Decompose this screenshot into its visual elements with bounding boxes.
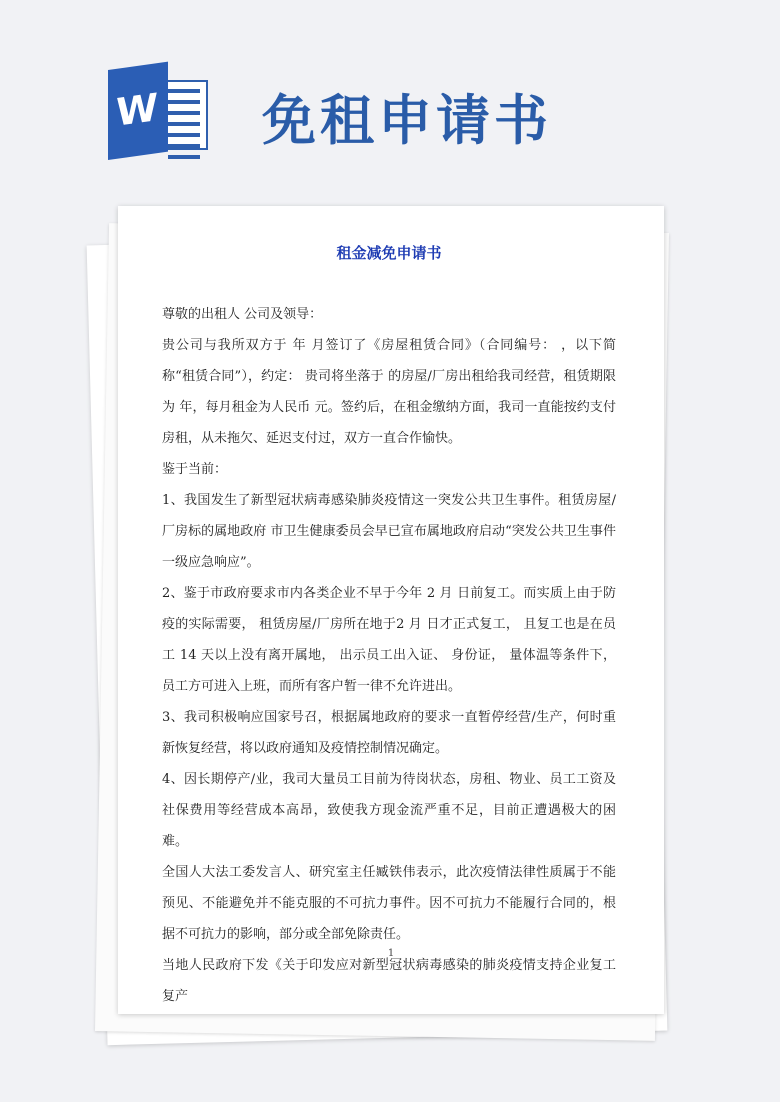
salutation: 尊敬的出租人 公司及领导： bbox=[162, 307, 323, 322]
paragraph: 1、我国发生了新型冠状病毒感染肺炎疫情这一突发公共卫生事件。租赁房屋/厂房标的属地政府 市卫生健康委员会早已宣布属地政府启动“突发公共卫生事件一级应急响应”。 bbox=[162, 493, 616, 570]
banner bbox=[0, 0, 780, 205]
paragraph: 全国人大法工委发言人、研究室主任臧铁伟表示，此次疫情法律性质属于不能预见、不能避免并不能克服的不可抗力事件。因不可抗力不能履行合同的，根据不可抗力的影响，部分或全部免除责任。 bbox=[162, 865, 616, 942]
paragraph: 2、鉴于市政府要求市内各类企业不早于今年 2 月 日前复工。而实质上由于防疫的实际需要， 租赁房屋/厂房所在地于2 月 日才正式复工， 且复工也是在员工 14 天以上没有离开属地， 出示员工出入证、 身份证， 量体温等条件下， 员工方可进入上班，而所有客户暂一律不允许进出。 bbox=[162, 586, 616, 694]
banner-title: 免租申请书 bbox=[262, 88, 552, 152]
paragraph: 鉴于当前： bbox=[162, 462, 228, 477]
paragraph: 4、因长期停产/业，我司大量员工目前为待岗状态，房租、物业、员工工资及社保费用等经营成本高昂，致使我方现金流严重不足，目前正遭遇极大的困难。 bbox=[162, 772, 616, 849]
document-body bbox=[162, 299, 616, 1012]
paragraph: 当地人民政府下发《关于印发应对新型冠状病毒感染的肺炎疫情支持企业复工复产 bbox=[162, 958, 616, 1004]
word-icon bbox=[108, 70, 208, 160]
word-logo-letter: W bbox=[116, 84, 158, 135]
document-title: 租金减免申请书 bbox=[336, 244, 442, 262]
document-page bbox=[118, 206, 664, 1014]
page-number: 1 bbox=[387, 948, 395, 959]
word-cover bbox=[108, 62, 168, 160]
paragraph: 3、我司积极响应国家号召，根据属地政府的要求一直暂停经营/生产，何时重新恢复经营，将以政府通知及疫情控制情况确定。 bbox=[162, 710, 616, 756]
paragraph: 贵公司与我所双方于 年 月签订了《房屋租赁合同》（合同编号： ，以下简称“租赁合同”），约定： 贵司将坐落于 的房屋/厂房出租给我司经营，租赁期限为 年，每月租金为人民币 元。签约后，在租金缴纳方面，我司一直能按约支付房租，从未拖欠、延迟支付过，双方一直合作愉快。 bbox=[162, 338, 616, 446]
